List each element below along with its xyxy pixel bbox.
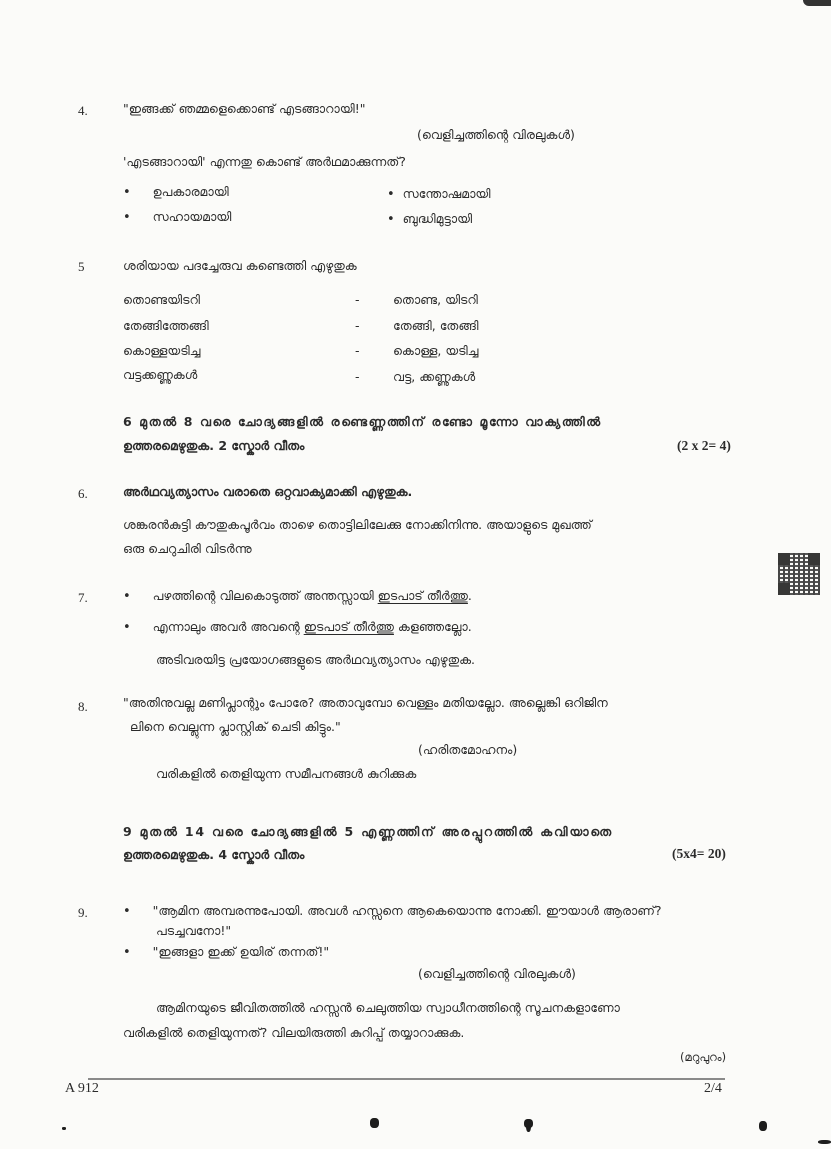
scan-speck: [62, 1127, 66, 1130]
question-number: 7.: [78, 590, 88, 605]
q5-word: കൊള്ളയടിച്ച: [123, 343, 201, 358]
section-instruction: ഉത്തരമെഴുതുക. 2 സ്കോർ വീതം: [123, 438, 305, 453]
bullet-icon: [123, 588, 131, 603]
question-number: 8.: [78, 699, 88, 714]
q7-question: അടിവരയിട്ട പ്രയോഗങ്ങളുടെ അർഥവ്യത്യാസം എഴുതുക.: [156, 652, 476, 667]
q8-quote: ലിനെ വെല്ലുന്ന പ്ലാസ്റ്റിക് ചെടി കിട്ടും.": [130, 719, 341, 734]
question-number: 5: [78, 259, 85, 274]
q9-question: ആമിനയുടെ ജീവിതത്തിൽ ഹസ്സൻ ചെലുത്തിയ സ്വാധീനത്തിന്റെ സൂചനകളാണോ: [156, 1000, 620, 1015]
bullet-icon: [123, 619, 131, 634]
q8-quote: "അതിനുവല്ല മണിപ്ലാന്റും പോരേ? അതാവുമ്പോ വെള്ളം മതിയല്ലോ. അല്ലെങ്കി ഒറിജിന: [123, 695, 608, 710]
scan-speck: [526, 1119, 531, 1132]
q5-dash: -: [355, 292, 360, 307]
q4-source: (വെളിച്ചത്തിന്റെ വിരലുകൾ): [417, 127, 575, 142]
section-instruction: 9 മുതൽ 14 വരെ ചോദ്യങ്ങളിൽ 5 എണ്ണത്തിന് അരപ്പുറത്തിൽ കവിയാതെ: [123, 824, 613, 839]
q4-question: 'എടങ്ങാറായി' എന്നതു കൊണ്ട് അർഥമാക്കുന്നത്?: [123, 154, 406, 169]
q8-question: വരികളിൽ തെളിയുന്ന സമീപനങ്ങൾ കുറിക്കുക: [156, 766, 417, 781]
q6-passage: ഒരു ചെറുചിരി വിടർന്നു: [123, 541, 252, 556]
bullet-icon: [123, 209, 131, 224]
q5-word: തൊണ്ടയിടറി: [123, 292, 200, 307]
q6-question: അർഥവ്യത്യാസം വരാതെ ഒറ്റവാക്യമാക്കി എഴുതുക.: [123, 484, 413, 499]
q8-source: (ഹരിതമോഹനം): [418, 742, 518, 757]
q5-split: തൊണ്ട, യിടറി: [393, 292, 478, 307]
q5-dash: -: [355, 343, 360, 358]
section-score: (2 x 2= 4): [677, 438, 731, 453]
q9-source: (വെളിച്ചത്തിന്റെ വിരലുകൾ): [418, 966, 576, 981]
section-instruction: ഉത്തരമെഴുതുക. 4 സ്കോർ വീതം: [123, 847, 305, 862]
page-number: 2/4: [704, 1081, 722, 1096]
bullet-icon: [123, 944, 131, 959]
question-number: 4.: [78, 103, 88, 118]
q9-bullet-1: • "ആമിന അമ്പരന്നുപോയി. അവൾ ഹസ്സനെ ആകെയൊന്നു നോക്കി. ഈയാൾ ആരാണ്?: [123, 903, 662, 920]
underlined-phrase: ഇടപാട് തീർത്തു: [377, 588, 468, 603]
q4-quote: "ഇങ്ങക്ക് ഞമ്മളെക്കൊണ്ട് എടങ്ങാറായി!": [123, 101, 366, 116]
q5-split: വട്ട, ക്കണ്ണുകൾ: [393, 369, 476, 384]
q5-dash: -: [355, 369, 360, 384]
scan-speck: [759, 1121, 767, 1131]
q4-option-1: • ഉപകാരമായി: [123, 184, 229, 201]
underlined-phrase: ഇടപാട് തീർത്തു: [303, 619, 394, 634]
qr-code-icon: [778, 553, 820, 595]
bullet-icon: [387, 186, 395, 201]
q6-passage: ശങ്കരൻകുട്ടി കൗതുകപൂർവം താഴെ തൊട്ടിലിലേക്കു നോക്കിനിന്നു. അയാളുടെ മുഖത്ത്: [123, 517, 592, 532]
q4-option-3: • സഹായമായി: [123, 209, 231, 226]
section-instruction: 6 മുതൽ 8 വരെ ചോദ്യങ്ങളിൽ രണ്ടെണ്ണത്തിന് രണ്ടോ മൂന്നോ വാക്യത്തിൽ: [123, 414, 602, 429]
q5-split: തേങ്ങി, തേങ്ങി: [393, 318, 479, 333]
scan-edge-mark: [803, 0, 831, 6]
q7-bullet-2: • എന്നാലും അവർ അവന്റെ ഇടപാട് തീർത്തു കളഞ്ഞല്ലോ.: [123, 619, 472, 636]
q4-option-2: • സന്തോഷമായി: [387, 186, 490, 203]
paper-code: A 912: [65, 1081, 99, 1096]
bullet-icon: [123, 184, 131, 199]
scan-speck: [370, 1118, 379, 1128]
q5-dash: -: [355, 318, 360, 333]
q5-word: തേങ്ങിത്തേങ്ങി: [123, 318, 209, 333]
footer-divider: [88, 1078, 725, 1080]
section-score: (5x4= 20): [672, 846, 726, 861]
q5-word: വട്ടക്കണ്ണുകൾ: [123, 367, 198, 382]
scan-speck: [818, 1140, 831, 1144]
q5-split: കൊള്ള, യടിച്ച: [393, 343, 479, 358]
q5-question: ശരിയായ പദച്ചേരുവ കണ്ടെത്തി എഴുതുക: [123, 258, 357, 273]
turn-over-note: (മറുപുറം): [680, 1050, 727, 1064]
bullet-icon: [387, 211, 395, 226]
q7-bullet-1: • പഴത്തിന്റെ വിലകൊടുത്ത് അന്തസ്സായി ഇടപാട് തീർത്തു.: [123, 588, 472, 605]
question-number: 9.: [78, 905, 88, 920]
q4-option-4: • ബുദ്ധിമുട്ടായി: [387, 211, 472, 228]
q9-bullet-2: • "ഇങ്ങളാ ഇക്ക് ഉയിര് തന്നത്!": [123, 944, 329, 961]
bullet-icon: [123, 903, 131, 918]
q9-bullet-1-cont: പടച്ചവനോ!": [156, 923, 232, 938]
q9-question: വരികളിൽ തെളിയുന്നത്? വിലയിരുത്തി കുറിപ്പ് തയ്യാറാക്കുക.: [123, 1025, 465, 1040]
question-number: 6.: [78, 486, 88, 501]
